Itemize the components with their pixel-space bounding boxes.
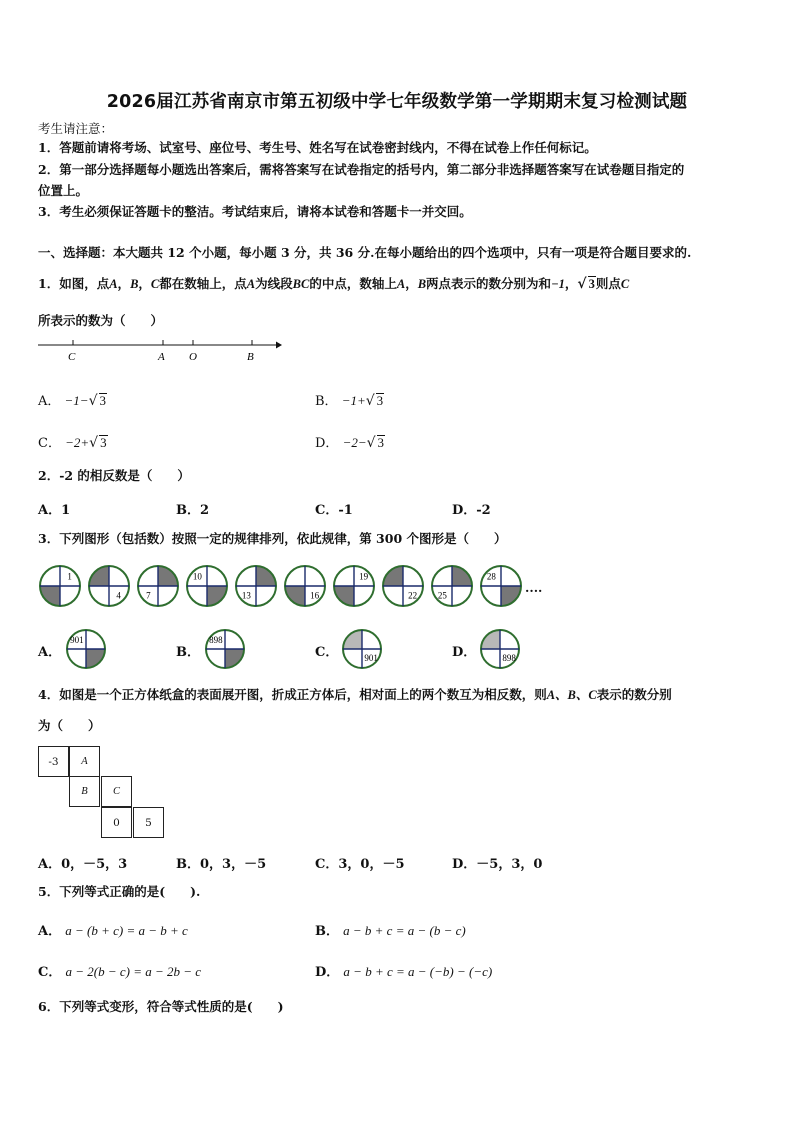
q6-stem: 6．下列等式变形，符合等式性质的是( ) — [38, 999, 284, 1014]
circle-number: 4 — [116, 590, 121, 601]
circle-number: 22 — [408, 590, 418, 601]
quartered-circle — [343, 630, 381, 668]
q4-option-b[interactable]: B．0，3，－5 — [176, 857, 267, 872]
quartered-circle — [40, 566, 80, 606]
quartered-circle — [481, 630, 519, 668]
q3-option-b-label[interactable]: B． — [176, 645, 200, 660]
q4-stem-line2: 为（ ） — [38, 718, 101, 733]
q1-option-d[interactable]: D． −2−√ 3 — [315, 435, 385, 451]
q3-option-d-label[interactable]: D． — [452, 645, 477, 660]
quartered-circle — [187, 566, 227, 606]
q3-sequence — [38, 562, 558, 610]
q5-option-c[interactable]: C． a − 2(b − c) = a − 2b − c — [38, 964, 202, 980]
axis-label-a: A — [158, 351, 165, 363]
quartered-circle — [334, 566, 374, 606]
q3-ellipsis: .... — [525, 580, 543, 595]
quartered-circle — [285, 566, 325, 606]
q4-option-c[interactable]: C．3，0，－5 — [315, 857, 405, 872]
circle-number: 10 — [192, 571, 202, 582]
quartered-circle — [67, 630, 105, 668]
circle-number: 16 — [310, 590, 320, 601]
q3-option-c-figure[interactable] — [340, 627, 384, 671]
net-cell: 5 — [133, 807, 164, 838]
notice-item-2: 2．第一部分选择题每小题选出答案后，需将答案写在试卷指定的括号内，第二部分非选择题答案写在试卷题目指定的 — [38, 162, 685, 177]
quartered-circle — [432, 566, 472, 606]
q5-option-d[interactable]: D． a − b + c = a − (−b) − (−c) — [315, 964, 493, 980]
circle-number: 1 — [67, 571, 72, 582]
q4-option-a[interactable]: A．0，－5，3 — [38, 857, 128, 872]
quartered-circle — [236, 566, 276, 606]
quartered-circle — [481, 566, 521, 606]
notice-item-3: 3．考生必须保证答题卡的整洁。考试结束后，请将本试卷和答题卡一并交回。 — [38, 204, 472, 219]
q4-stem: 4．如图是一个正方体纸盒的表面展开图，折成正方体后，相对面上的两个数互为相反数，则A、B、C表示的数分别 — [38, 687, 672, 702]
number-line — [36, 338, 286, 364]
q3-option-d-figure[interactable] — [478, 627, 522, 671]
q4-option-d[interactable]: D．－5，3，0 — [452, 857, 543, 872]
axis-label-o: O — [189, 351, 197, 363]
axis-label-b: B — [247, 351, 254, 363]
q1-option-b[interactable]: B． −1+√ 3 — [315, 393, 384, 409]
circle-number: 28 — [486, 571, 496, 582]
q3-option-c-label[interactable]: C． — [315, 645, 339, 660]
notice-item-2-cont: 位置上。 — [38, 183, 89, 198]
net-cell: 0 — [101, 807, 132, 838]
q5-option-a[interactable]: A． a − (b + c) = a − b + c — [38, 923, 188, 939]
circle-number: 25 — [437, 590, 447, 601]
q2-option-a[interactable]: A．1 — [38, 503, 71, 518]
q5-stem: 5．下列等式正确的是( ). — [38, 884, 201, 899]
q3-option-b-figure[interactable] — [203, 627, 247, 671]
section-heading: 一、选择题：本大题共 12 个小题，每小题 3 分，共 36 分.在每小题给出的四个选项中，只有一项是符合题目要求的. — [38, 245, 692, 260]
q1-stem: 1．如图，点A，B，C都在数轴上，点A为线段BC的中点，数轴上A，B两点表示的数分别为和−1，√ 3则点C — [38, 276, 630, 292]
q3-option-a-figure[interactable] — [64, 627, 108, 671]
net-cell: B — [69, 776, 100, 807]
quartered-circle — [206, 630, 244, 668]
net-cell: A — [69, 746, 100, 777]
circle-number: 898 — [209, 634, 223, 645]
net-cell: C — [101, 776, 132, 807]
circle-number: 898 — [502, 653, 516, 664]
circle-number: 13 — [241, 590, 251, 601]
q3-option-a-label[interactable]: A． — [38, 645, 62, 660]
q3-stem: 3．下列图形（包括数）按照一定的规律排列，依此规律，第 300 个图形是（ ） — [38, 531, 507, 546]
axis-label-c: C — [68, 351, 76, 363]
notice-item-1: 1．答题前请将考场、试室号、座位号、考生号、姓名写在试卷密封线内，不得在试卷上作任何标记。 — [38, 140, 597, 155]
notice-heading: 考生请注意： — [38, 121, 114, 136]
circle-number: 901 — [364, 653, 378, 664]
q2-stem: 2．-2 的相反数是（ ） — [38, 468, 190, 483]
net-cell: -3 — [38, 746, 69, 777]
circle-number: 7 — [146, 590, 151, 601]
quartered-circle — [138, 566, 178, 606]
circle-number: 19 — [359, 571, 369, 582]
circle-number: 901 — [70, 634, 84, 645]
q2-option-b[interactable]: B．2 — [176, 503, 210, 518]
q5-option-b[interactable]: B． a − b + c = a − (b − c) — [315, 923, 466, 939]
page-title: 2026届江苏省南京市第五初级中学七年级数学第一学期期末复习检测试题 — [106, 92, 688, 112]
quartered-circle — [89, 566, 129, 606]
q2-option-c[interactable]: C．-1 — [315, 503, 353, 518]
quartered-circle — [383, 566, 423, 606]
q1-stem-line2: 所表示的数为（ ） — [38, 313, 164, 328]
q1-option-c[interactable]: C． −2+√ 3 — [38, 435, 107, 451]
q2-option-d[interactable]: D．-2 — [452, 503, 491, 518]
q1-option-a[interactable]: A． −1−√ 3 — [38, 393, 106, 409]
